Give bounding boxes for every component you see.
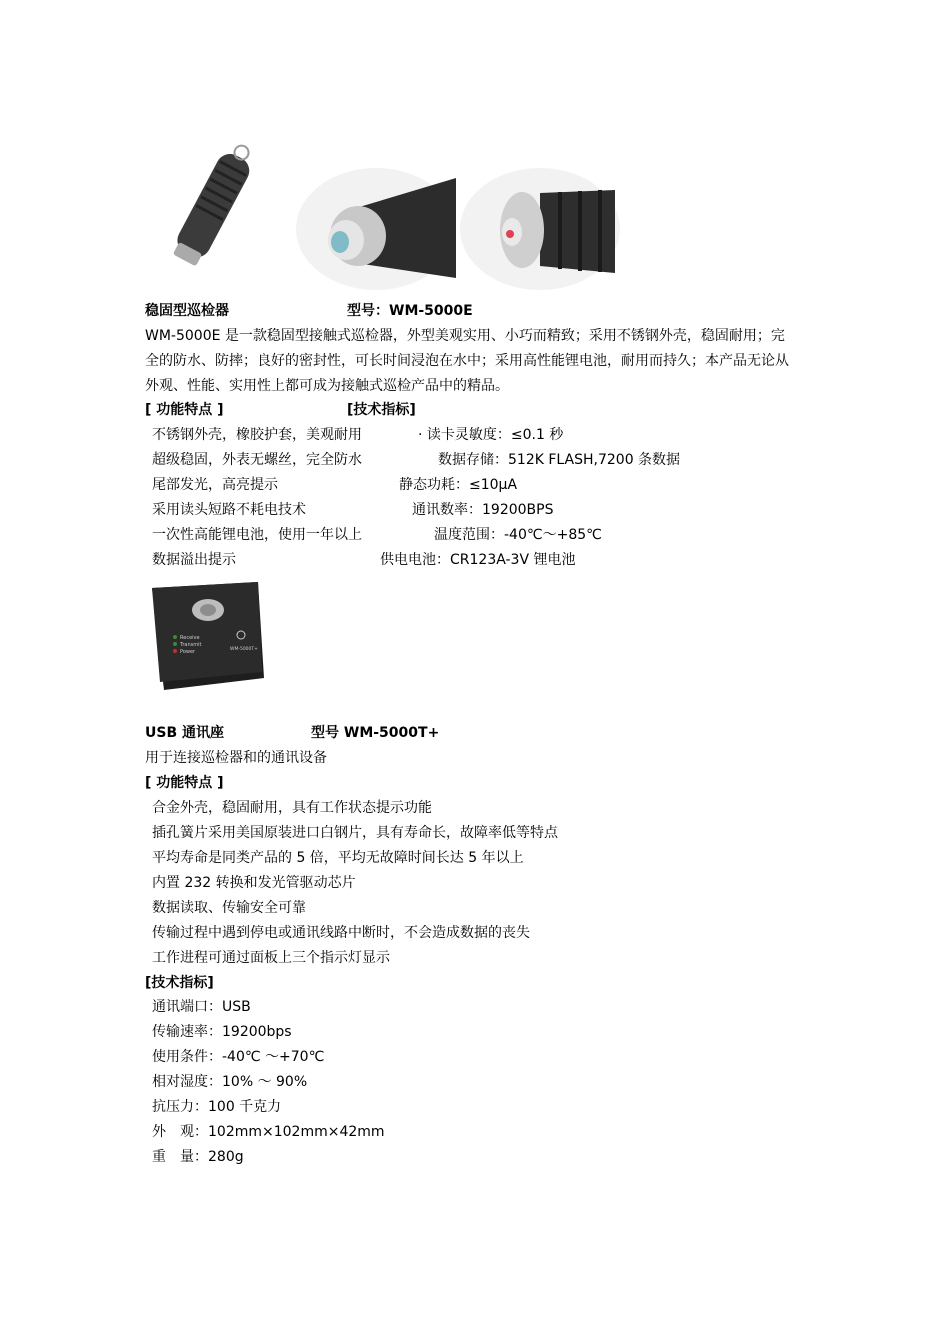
product1-spec: 供电电池：CR123A-3V 锂电池: [380, 552, 576, 568]
product2-feature: 数据读取、传输安全可靠: [152, 900, 306, 916]
receive-led-icon: [173, 635, 177, 639]
product1-name: 稳固型巡检器: [145, 303, 229, 319]
product1-spec: 数据存储：512K FLASH,7200 条数据: [438, 452, 681, 468]
product2-feature: 插孔簧片采用美国原装进口白钢片，具有寿命长，故障率低等特点: [152, 825, 558, 841]
product2-spec: 使用条件：-40℃ ～+70℃: [152, 1049, 325, 1065]
device-model-label: WM-5000T+: [230, 647, 258, 652]
product2-feature: 工作进程可通过面板上三个指示灯显示: [152, 950, 390, 966]
product1-feature: 一次性高能锂电池，使用一年以上: [152, 527, 362, 543]
patrol-device-photo: [146, 135, 276, 285]
product1-feature: 超级稳固，外表无螺丝，完全防水: [152, 452, 362, 468]
power-led-icon: [173, 649, 177, 653]
product1-feature: 不锈钢外壳，橡胶护套，美观耐用: [152, 427, 362, 443]
product2-feature: 合金外壳，稳固耐用，具有工作状态提示功能: [152, 800, 432, 816]
transmit-label: Transmit: [180, 642, 202, 648]
power-label: Power: [180, 649, 196, 655]
product1-specs-heading: [技术指标]: [347, 402, 416, 418]
product2-description: 用于连接巡检器和的通讯设备: [145, 750, 327, 766]
product2-spec: 传输速率：19200bps: [152, 1024, 292, 1040]
product2-spec: 通讯端口：USB: [152, 999, 251, 1015]
product1-description-line-1: WM-5000E 是一款稳固型接触式巡检器，外型美观实用、小巧而精致；采用不锈钢外壳，稳固耐用；完: [145, 328, 785, 344]
product2-spec: 重 量：280g: [152, 1149, 244, 1165]
product1-description-line-3: 外观、性能、实用性上都可成为接触式巡检产品中的精品。: [145, 378, 509, 394]
product2-spec: 相对湿度：10% ～ 90%: [152, 1074, 308, 1090]
product2-name: USB 通讯座: [145, 725, 224, 741]
receive-label: Receive: [180, 635, 200, 641]
product2-features-heading: [ 功能特点 ]: [145, 775, 224, 791]
product1-model: 型号：WM-5000E: [347, 303, 473, 319]
product1-description-line-2: 全的防水、防摔；良好的密封性，可长时间浸泡在水中；采用高性能锂电池，耐用而持久；本产品无论从: [145, 353, 789, 369]
product1-spec: 静态功耗：≤10μA: [399, 477, 518, 493]
usb-dock-photo: [146, 578, 266, 693]
product2-model: 型号 WM-5000T+: [311, 725, 440, 741]
transmit-led-icon: [173, 642, 177, 646]
product1-feature: 尾部发光，高亮提示: [152, 477, 278, 493]
product2-spec: 抗压力：100 千克力: [152, 1099, 282, 1115]
product1-spec: 通讯数率：19200BPS: [412, 502, 554, 518]
product2-specs-heading: [技术指标]: [145, 975, 214, 991]
product1-spec: · 读卡灵敏度：≤0.1 秒: [418, 427, 564, 443]
product2-spec: 外 观：102mm×102mm×42mm: [152, 1124, 385, 1140]
patrol-head-closeup-photo: [296, 168, 456, 290]
product2-feature: 平均寿命是同类产品的 5 倍，平均无故障时间长达 5 年以上: [152, 850, 524, 866]
product1-feature: 数据溢出提示: [152, 552, 236, 568]
product1-feature: 采用读头短路不耗电技术: [152, 502, 306, 518]
product2-feature: 传输过程中遇到停电或通讯线路中断时，不会造成数据的丧失: [152, 925, 530, 941]
patrol-tail-closeup-photo: [460, 168, 620, 290]
product1-spec: 温度范围：-40℃～+85℃: [434, 527, 602, 543]
product2-feature: 内置 232 转换和发光管驱动芯片: [152, 875, 356, 891]
product1-features-heading: [ 功能特点 ]: [145, 402, 224, 418]
